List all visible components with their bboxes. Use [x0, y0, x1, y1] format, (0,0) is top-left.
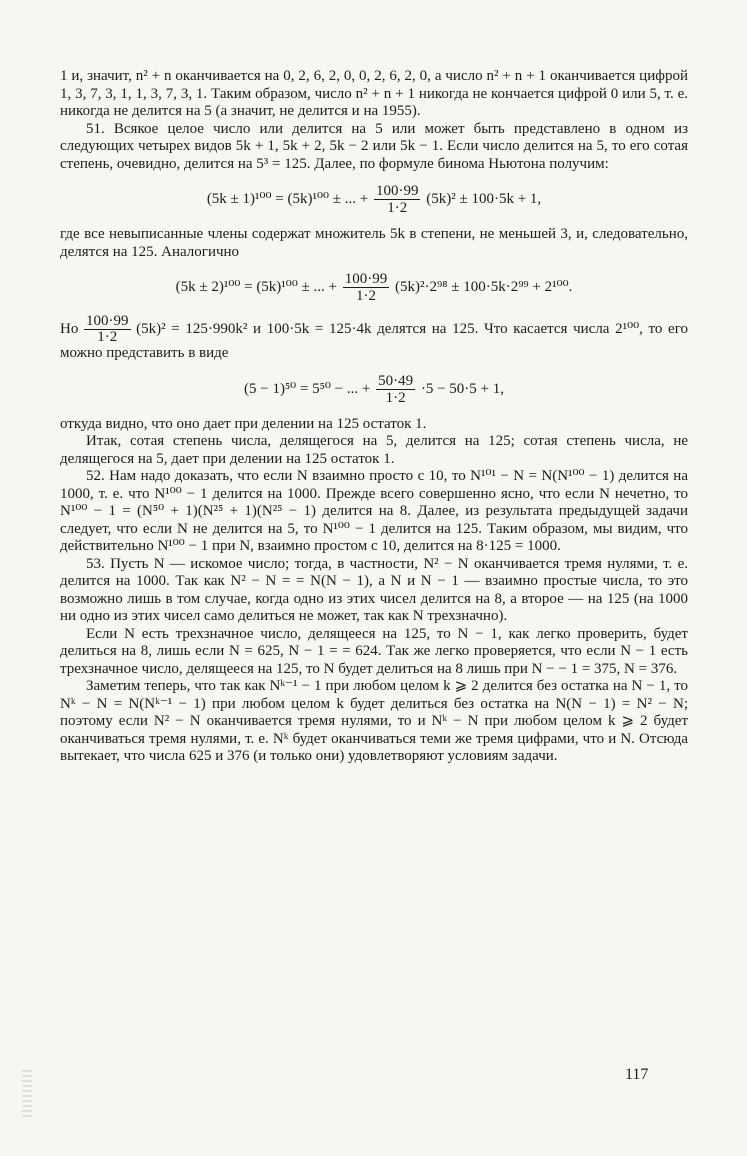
formula-1-denominator: 1·2	[387, 200, 408, 216]
formula-2-left: (5k ± 2)¹⁰⁰ = (5k)¹⁰⁰ ± ... +	[175, 278, 338, 295]
paragraph-51-coefficients	[60, 314, 688, 363]
formula-1-right: (5k)² ± 100·5k + 1,	[426, 190, 542, 207]
paragraph-51-conclusion: Итак, сотая степень числа, делящегося на 5, делится на 125; сотая степень числа, не делящегося на 5, дает при делении на 125 остаток 1.	[60, 433, 688, 467]
coefficients-fraction	[84, 314, 131, 345]
paragraph-53-intro: 53. Пусть N — искомое число; тогда, в частности, N² − N оканчивается тремя нулями, т. е. делится на 1000. Так как N² − N = = N(N − 1), а N и N − 1 — взаимно простые числа, то это возможно лишь в том случае, когда одно из этих чисел делится на 8, а второе — на 125 (на 1000 ни одно из этих чисел само делиться не может, так как N трехзначно).	[60, 555, 688, 624]
coefficients-numerator: 100·99	[86, 313, 129, 329]
formula-3-right: ·5 − 50·5 + 1,	[420, 380, 504, 397]
page-number: 117	[625, 1066, 649, 1083]
formula-3-left: (5 − 1)⁵⁰ = 5⁵⁰ − ... +	[244, 380, 371, 397]
paragraph-52: 52. Нам надо доказать, что если N взаимно просто с 10, то N¹⁰¹ − N = N(N¹⁰⁰ − 1) делится на 1000, т. е. что N¹⁰⁰ − 1 делится на 1000. Прежде всего совершенно ясно, что если N нечетно, то N¹⁰⁰ − 1 = (N⁵⁰ + 1)(N²⁵ + 1)(N²⁵ − 1) делится на 8. Далее, из результата предыдущей задачи следует, что если N не делится на 5, то N¹⁰⁰ − 1 делится на 125. Таким образом, мы видим, что действительно N¹⁰⁰ − 1 при N, взаимно простом с 10, делится на 8·125 = 1000.	[60, 468, 688, 554]
page-body	[60, 68, 688, 766]
formula-3-numerator: 50·49	[378, 372, 414, 389]
paragraph-51-remainder: откуда видно, что оно дает при делении на 125 остаток 1.	[60, 415, 427, 432]
scan-artifact	[22, 1070, 32, 1120]
formula-2-right: (5k)²·2⁹⁸ ± 100·5k·2⁹⁹ + 2¹⁰⁰.	[395, 278, 573, 295]
paragraph-51-intro: 51. Всякое целое число или делится на 5 или может быть представлено в одном из следующих четырех видов 5k + 1, 5k + 2, 5k − 2 или 5k − 1. Если число делится на 5, то его сотая степень, очевидно, делится на 5³ = 125. Далее, по формуле бинома Ньютона получим:	[60, 120, 688, 172]
formula-binomial-2	[60, 271, 688, 304]
formula-1-fraction	[374, 183, 421, 216]
formula-2-denominator: 1·2	[356, 288, 377, 304]
coefficients-denominator: 1·2	[97, 329, 118, 345]
paragraph-50-ending: 1 и, значит, n² + n оканчивается на 0, 2, 6, 2, 0, 0, 2, 6, 2, 0, а число n² + n + 1 оканчивается цифрой 1, 3, 7, 3, 1, 1, 3, 7, 3, 1. Таким образом, число n² + n + 1 никогда не кончается цифрой 0 или 5, т. е. никогда не делится на 5 (а значит, не делится и на 1955).	[60, 68, 688, 119]
formula-3-denominator: 1·2	[385, 389, 406, 406]
paragraph-53-check: Если N есть трехзначное число, делящееся на 125, то N − 1, как легко проверить, будет делиться на 8, лишь если N = 625, N − 1 = = 624. Так же легко проверяется, что если N − 1 есть трехзначное число, делящееся на 125, то N будет делиться на 8 лишь при N − − 1 = 375, N = 376.	[60, 625, 688, 677]
coefficients-prefix: Но	[60, 320, 79, 337]
formula-1-numerator: 100·99	[375, 183, 419, 199]
coefficients-text: (5k)² = 125·990k² и 100·5k = 125·4k делятся на 125. Что касается числа 2¹⁰⁰, то его можно представить в виде	[60, 320, 688, 361]
formula-binomial-1	[60, 183, 688, 216]
formula-2-fraction	[343, 271, 390, 304]
formula-2-numerator: 100·99	[344, 271, 388, 287]
paragraph-51-explanation: где все невыписанные члены содержат множитель 5k в степени, не меньшей 3, и, следовательно, делятся на 125. Аналогично	[60, 226, 688, 260]
paragraph-53-conclusion: Заметим теперь, что так как Nᵏ⁻¹ − 1 при любом целом k ⩾ 2 делится без остатка на N − 1, то Nᵏ − N = N(Nᵏ⁻¹ − 1) при любом целом k будет делиться без остатка на N(N − 1) = N² − N; поэтому если N² − N оканчивается тремя нулями, то и Nᵏ − N при любом целом k ⩾ 2 будет оканчиваться тремя нулями, т. е. Nᵏ будет оканчиваться теми же тремя цифрами, что и N. Отсюда вытекает, что числа 625 и 376 (и только они) удовлетворяют условиям задачи.	[60, 678, 688, 764]
formula-1-left: (5k ± 1)¹⁰⁰ = (5k)¹⁰⁰ ± ... +	[206, 190, 369, 207]
formula-3-fraction	[376, 373, 415, 406]
formula-binomial-3	[60, 373, 688, 406]
